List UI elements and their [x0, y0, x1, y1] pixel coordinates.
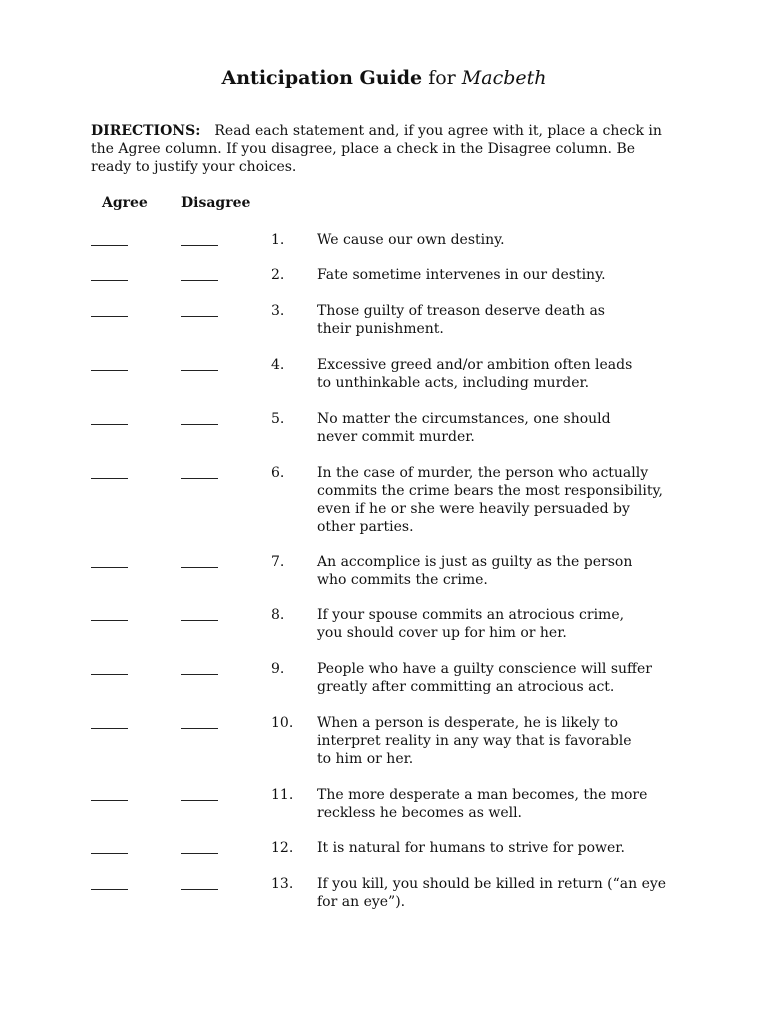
disagree-blank[interactable] [181, 853, 218, 854]
statement-text [317, 786, 687, 822]
disagree-blank[interactable] [181, 728, 218, 729]
agree-blank[interactable] [91, 800, 128, 801]
agree-blank[interactable] [91, 674, 128, 675]
disagree-blank[interactable] [181, 674, 218, 675]
disagree-blank[interactable] [181, 424, 218, 425]
disagree-blank[interactable] [181, 567, 218, 568]
statement-line: People who have a guilty conscience will suffer [317, 661, 652, 677]
directions-line-1: Read each statement and, if you agree with it, place a check in [214, 123, 662, 139]
page-title [0, 66, 768, 90]
statement-line: In the case of murder, the person who actually [317, 465, 649, 481]
statement-line: When a person is desperate, he is likely to [317, 715, 619, 731]
agree-column-header: Agree [102, 195, 148, 211]
agree-blank[interactable] [91, 728, 128, 729]
statement-text [317, 464, 687, 536]
statement-number: 9. [271, 661, 285, 677]
statement-number: 11. [271, 787, 294, 803]
disagree-blank[interactable] [181, 245, 218, 246]
directions [91, 122, 681, 176]
statement-text [317, 714, 687, 768]
statement-line: An accomplice is just as guilty as the person [317, 554, 633, 570]
disagree-blank[interactable] [181, 370, 218, 371]
statement-text [317, 356, 687, 392]
title-middle: for [422, 67, 462, 89]
statement-text [317, 266, 687, 284]
agree-blank[interactable] [91, 245, 128, 246]
statement-number: 5. [271, 411, 285, 427]
statement-text [317, 606, 687, 642]
statement-number: 6. [271, 465, 285, 481]
statement-text [317, 660, 687, 696]
disagree-column-header: Disagree [181, 195, 251, 211]
statement-text [317, 839, 687, 857]
statement-number: 8. [271, 607, 285, 623]
statement-line: We cause our own destiny. [317, 232, 505, 248]
directions-line-3: ready to justify your choices. [91, 159, 297, 175]
statement-line: interpret reality in any way that is favorable [317, 733, 632, 749]
statement-line: If your spouse commits an atrocious crime, [317, 607, 625, 623]
statement-number: 3. [271, 303, 285, 319]
title-bold: Anticipation Guide [221, 67, 423, 89]
statement-line: Those guilty of treason deserve death as [317, 303, 605, 319]
agree-blank[interactable] [91, 567, 128, 568]
statement-line: to him or her. [317, 751, 414, 767]
title-italic: Macbeth [461, 67, 547, 89]
directions-label: DIRECTIONS: [91, 123, 201, 139]
agree-blank[interactable] [91, 280, 128, 281]
statement-line: to unthinkable acts, including murder. [317, 375, 590, 391]
statement-number: 12. [271, 840, 294, 856]
statement-line: other parties. [317, 519, 414, 535]
disagree-blank[interactable] [181, 316, 218, 317]
disagree-blank[interactable] [181, 478, 218, 479]
statement-line: never commit murder. [317, 429, 475, 445]
agree-blank[interactable] [91, 370, 128, 371]
statement-text [317, 231, 687, 249]
statement-line: If you kill, you should be killed in return (“an eye [317, 876, 667, 892]
statement-line: No matter the circumstances, one should [317, 411, 611, 427]
statement-line: greatly after committing an atrocious act. [317, 679, 615, 695]
disagree-blank[interactable] [181, 889, 218, 890]
agree-blank[interactable] [91, 853, 128, 854]
statement-line: for an eye”). [317, 894, 406, 910]
statement-number: 13. [271, 876, 294, 892]
statement-text [317, 410, 687, 446]
statement-line: who commits the crime. [317, 572, 488, 588]
statement-line: It is natural for humans to strive for power. [317, 840, 625, 856]
statement-line: Fate sometime intervenes in our destiny. [317, 267, 606, 283]
statement-line: reckless he becomes as well. [317, 805, 523, 821]
statement-line: Excessive greed and/or ambition often leads [317, 357, 633, 373]
statement-line: you should cover up for him or her. [317, 625, 567, 641]
agree-blank[interactable] [91, 889, 128, 890]
statement-number: 10. [271, 715, 294, 731]
statement-number: 1. [271, 232, 285, 248]
agree-blank[interactable] [91, 620, 128, 621]
statement-number: 4. [271, 357, 285, 373]
directions-line-2: the Agree column. If you disagree, place a check in the Disagree column. Be [91, 141, 636, 157]
statement-number: 7. [271, 554, 285, 570]
statement-text [317, 302, 687, 338]
statement-line: commits the crime bears the most responsibility, [317, 483, 663, 499]
agree-blank[interactable] [91, 316, 128, 317]
agree-blank[interactable] [91, 424, 128, 425]
disagree-blank[interactable] [181, 800, 218, 801]
statement-text [317, 553, 687, 589]
disagree-blank[interactable] [181, 280, 218, 281]
statement-line: their punishment. [317, 321, 444, 337]
statement-number: 2. [271, 267, 285, 283]
statement-line: The more desperate a man becomes, the more [317, 787, 648, 803]
statement-text [317, 875, 687, 911]
statement-line: even if he or she were heavily persuaded by [317, 501, 630, 517]
agree-blank[interactable] [91, 478, 128, 479]
disagree-blank[interactable] [181, 620, 218, 621]
